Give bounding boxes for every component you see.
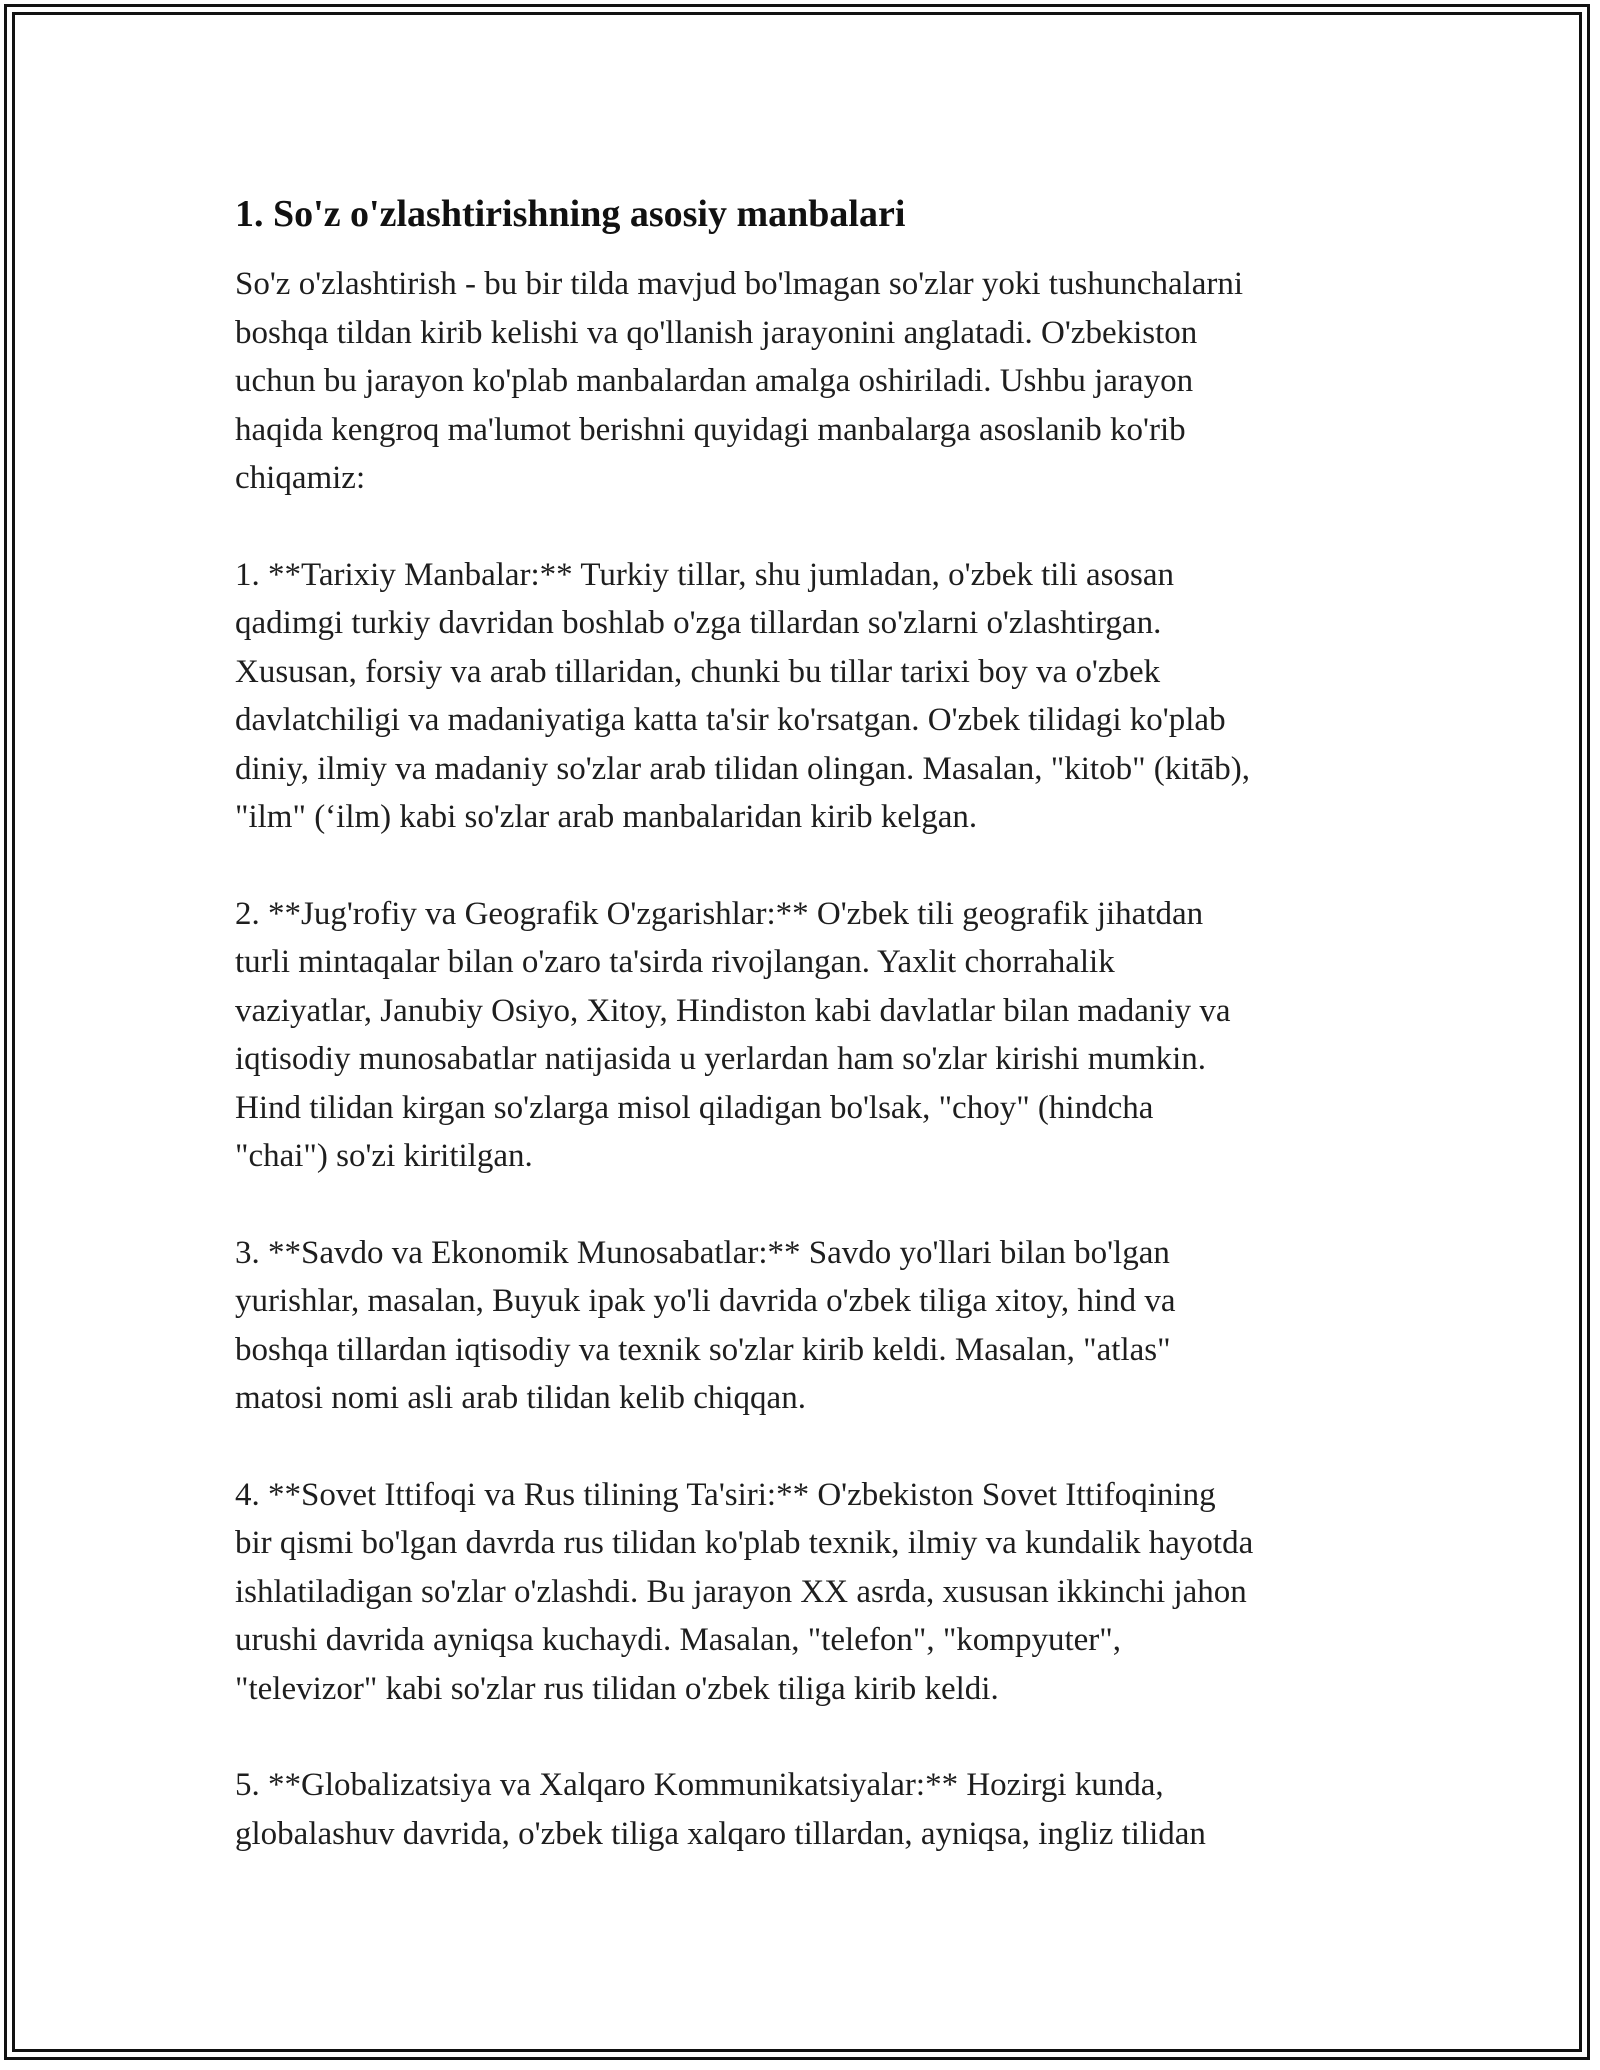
intro-paragraph: So'z o'zlashtirish - bu bir tilda mavjud bo'lmagan so'zlar yoki tushunchalarni boshqa tildan kirib kelishi va qo'llanish jarayonini anglatadi. O'zbekiston uchun bu jarayon ko'plab manbalardan amalga oshiriladi. Ushbu jarayon haqida kengroq ma'lumot berishni quyidagi manbalarga asoslanib ko'rib chiqamiz: [235, 266, 1244, 496]
paragraph-historical-sources: 1. **Tarixiy Manbalar:** Turkiy tillar, shu jumladan, o'zbek tili asosan qadimgi turkiy davridan boshlab o'zga tillardan so'zlarni o'zlashtirgan. Xususan, forsiy va arab tillaridan, chunki bu tillar tarixi boy va o'zbek davlatchiligi va madaniyatiga katta ta'sir ko'rsatgan. O'zbek tilidagi ko'plab diniy, ilmiy va madaniy so'zlar arab tilidan olingan. Masalan, "kitob" (kitāb), "ilm" (‘ilm) kabi so'zlar arab manbalaridan kirib kelgan. [235, 556, 1251, 835]
section-heading: 1. So'z o'zlashtirishning asosiy manbalari [235, 193, 906, 235]
paragraph-geographic-changes: 2. **Jug'rofiy va Geografik O'zgarishlar:** O'zbek tili geografik jihatdan turli mintaqalar bilan o'zaro ta'sirda rivojlangan. Yaxlit chorrahalik vaziyatlar, Janubiy Osiyo, Xitoy, Hindiston kabi davlatlar bilan madaniy va iqtisodiy munosabatlar natijasida u yerlardan ham so'zlar kirishi mumkin. Hind tilidan kirgan so'zlarga misol qiladigan bo'lsak, "choy" (hindcha "chai") so'zi kiritilgan. [235, 895, 1231, 1174]
paragraph-soviet-influence: 4. **Sovet Ittifoqi va Rus tilining Ta'siri:** O'zbekiston Sovet Ittifoqining bir qismi bo'lgan davrda rus tilidan ko'plab texnik, ilmiy va kundalik hayotda ishlatiladigan so'zlar o'zlashdi. Bu jarayon XX asrda, xususan ikkinchi jahon urushi davrida ayniqsa kuchaydi. Masalan, "telefon", "kompyuter", "televizor" kabi so'zlar rus tilidan o'zbek tiliga kirib keldi. [235, 1476, 1254, 1707]
paragraph-trade-relations: 3. **Savdo va Ekonomik Munosabatlar:** Savdo yo'llari bilan bo'lgan yurishlar, masalan, Buyuk ipak yo'li davrida o'zbek tiliga xitoy, hind va boshqa tillardan iqtisodiy va texnik so'zlar kirib keldi. Masalan, "atlas" matosi nomi asli arab tilidan kelib chiqqan. [235, 1234, 1176, 1416]
paragraph-globalization: 5. **Globalizatsiya va Xalqaro Kommunikatsiyalar:** Hozirgi kunda, globalashuv davrida, o'zbek tiliga xalqaro tillardan, ayniqsa, ingliz tilidan [235, 1767, 1206, 1852]
document-body [235, 190, 1375, 1858]
